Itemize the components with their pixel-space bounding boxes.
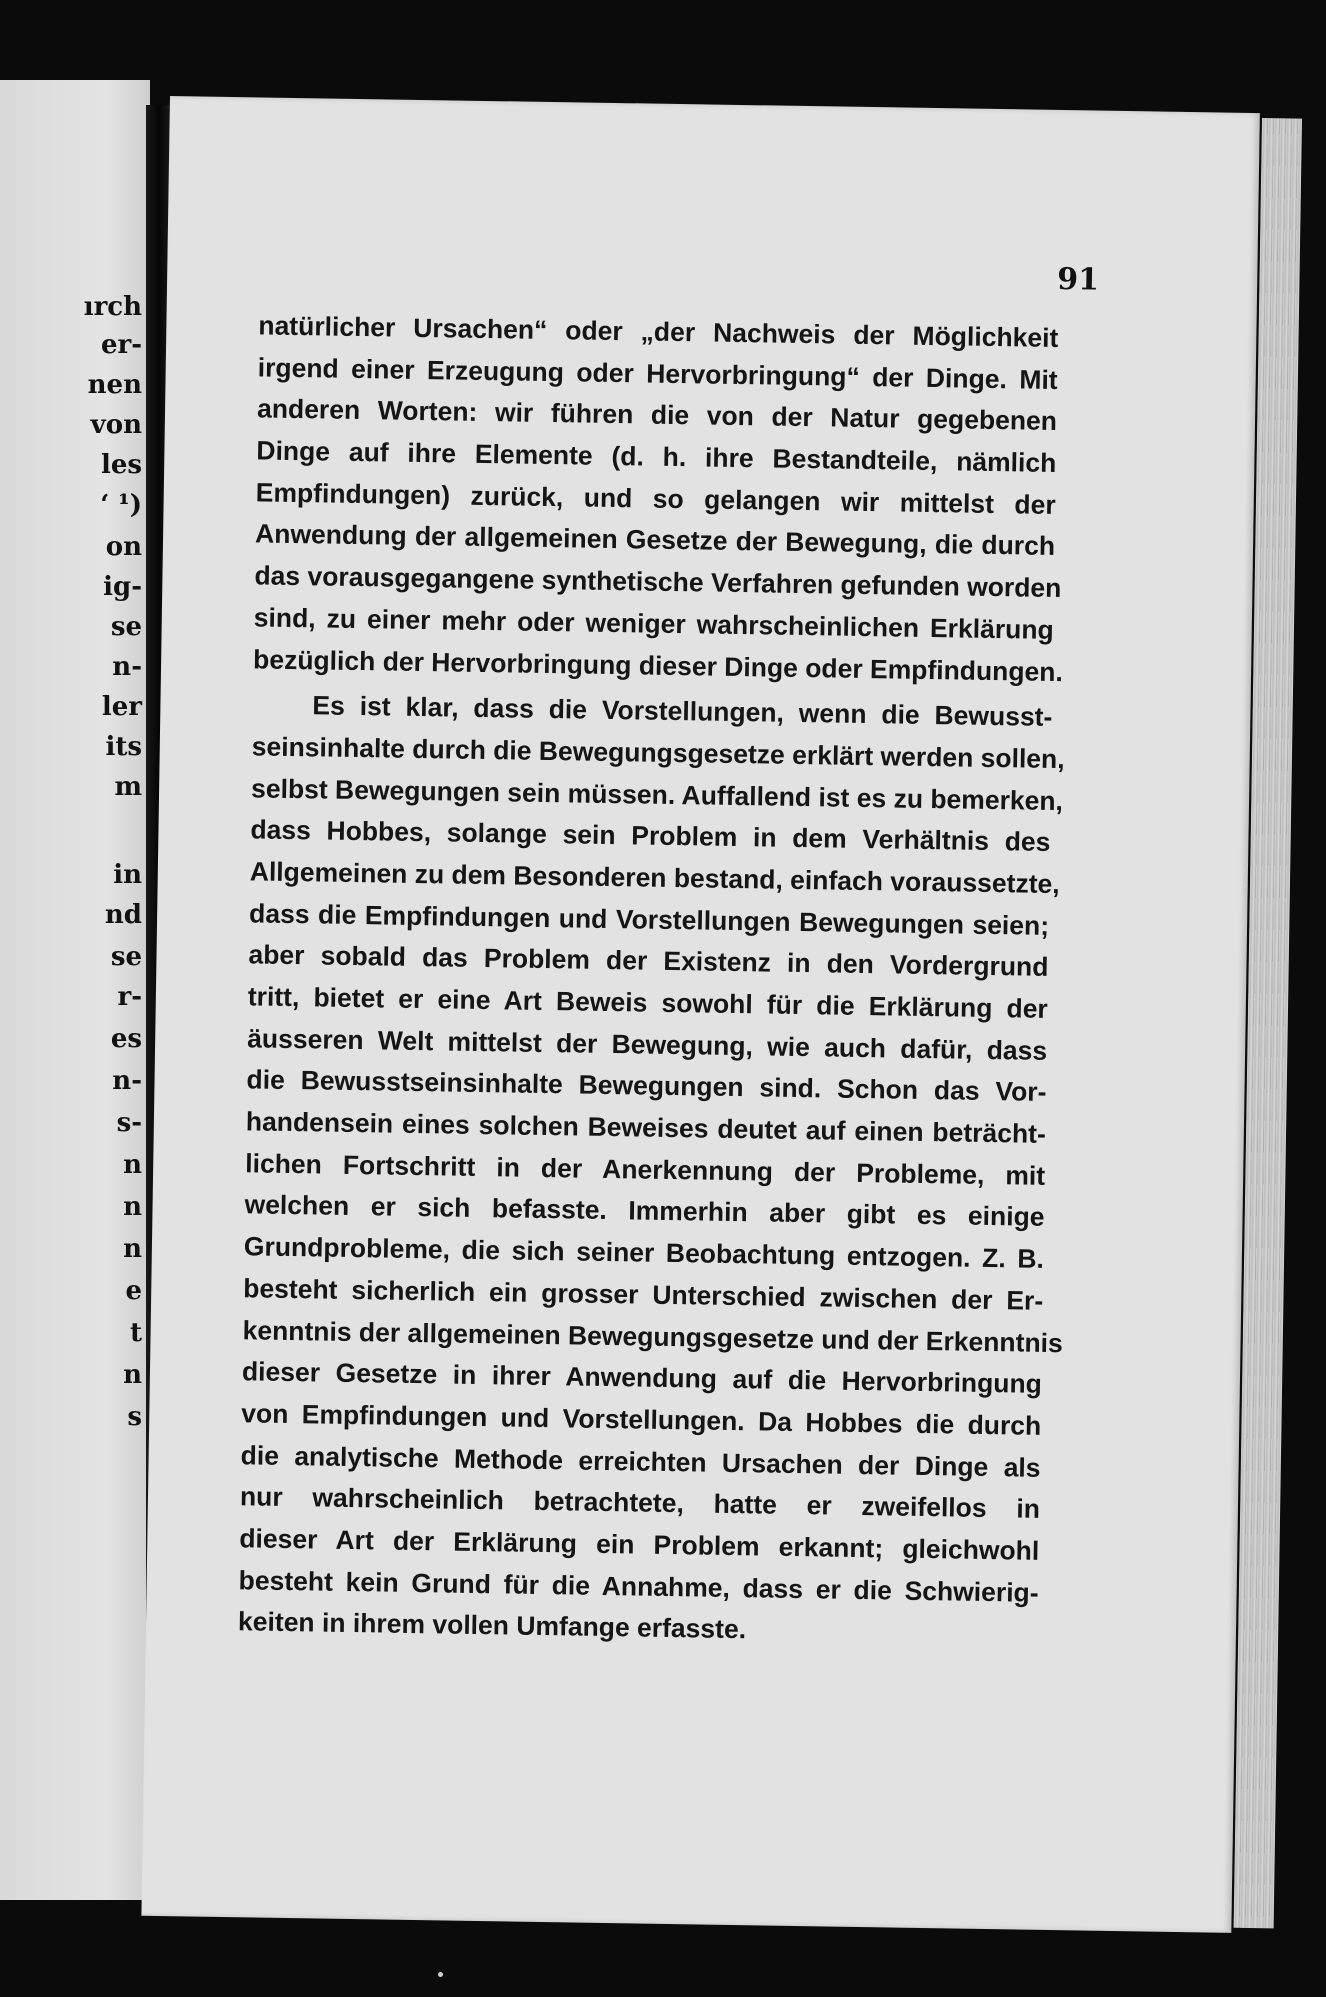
text-line: die analytische Methode erreichten Ursachen der Dinge als (240, 1439, 1041, 1483)
page-number: 91 (1056, 261, 1100, 298)
left-fragment: ig- (103, 572, 142, 602)
text-line: besteht kein Grund für die Annahme, dass er die Schwierig- (238, 1564, 1039, 1608)
text-line: Empfindungen) zurück, und so gelangen wir mittelst der (255, 477, 1056, 520)
left-fragment: n- (112, 652, 142, 682)
text-line: von Empfindungen und Vorstellungen. Da Hobbes die durch (241, 1398, 1042, 1441)
text-line: dieser Gesetze in ihrer Anwendung auf die Hervorbringung (241, 1356, 1043, 1400)
left-fragment: er- (100, 330, 142, 360)
text-line: besteht sicherlich ein grosser Unterschied zwischen der Er- (243, 1273, 1044, 1316)
text-line: keiten in ihrem vollen Umfange erfasste. (237, 1606, 747, 1645)
left-fragment: m (114, 772, 142, 802)
text-line: irgend einer Erzeugung oder Hervorbringung“ der Dinge. Mit (257, 352, 1058, 395)
left-fragment: se (110, 612, 142, 642)
left-fragment: s- (116, 1108, 142, 1138)
text-line: selbst Bewegungen sein müssen. Auffallend ist es zu bemerken, (250, 772, 1064, 816)
left-fragment: se (110, 942, 142, 972)
text-line: die Bewusstseinsinhalte Bewegungen sind. Schon das Vor- (246, 1064, 1047, 1108)
left-fragment: n- (112, 1066, 142, 1096)
left-fragment: r- (117, 982, 142, 1012)
text-line: lichen Fortschritt in der Anerkennung der Probleme, mit (245, 1148, 1046, 1191)
left-fragment: e (125, 1276, 142, 1306)
left-fragment: nen (87, 370, 142, 400)
text-line: tritt, bietet er eine Art Beweis sowohl für die Erklärung der (247, 981, 1049, 1024)
text-line: aber sobald das Problem der Existenz in den Vordergrund (248, 939, 1049, 983)
left-fragment: es (110, 1024, 142, 1054)
text-line: Anwendung der allgemeinen Gesetze der Bewegung, die durch (254, 518, 1056, 562)
left-fragment: nd (104, 900, 142, 930)
scan-speck (438, 1972, 443, 1977)
left-fragment: n (123, 1360, 142, 1390)
left-fragment: t (129, 1318, 142, 1348)
left-fragment: in (113, 860, 142, 890)
left-fragment: its (105, 732, 142, 762)
left-fragment: on (105, 532, 142, 562)
text-line: dieser Art der Erklärung ein Problem erkannt; gleichwohl (239, 1523, 1040, 1566)
left-fragment: ler (101, 692, 142, 722)
text-line: handensein eines solchen Beweises deutet auf einen beträcht- (245, 1106, 1047, 1149)
text-line: seinsinhalte durch die Bewegungsgesetze erklärt werden sollen, (251, 731, 1065, 775)
left-fragment: n (123, 1234, 142, 1264)
left-fragment: von (90, 410, 142, 440)
text-line: Allgemeinen zu dem Besonderen bestand, einfach voraussetzte, (249, 856, 1060, 900)
text-line: Grundprobleme, die sich seiner Beobachtung entzogen. Z. B. (243, 1231, 1045, 1274)
text-line: kenntnis der allgemeinen Bewegungsgesetze und der Erkenntnis (242, 1314, 1063, 1358)
text-line: sind, zu einer mehr oder weniger wahrscheinlichen Erklärung (253, 602, 1054, 645)
text-line: das vorausgegangene synthetische Verfahren gefunden worden (254, 560, 1062, 604)
right-page (141, 96, 1259, 1933)
left-fragment: les (100, 450, 142, 480)
text-line: Es ist klar, dass die Vorstellungen, wenn die Bewusst- (312, 690, 1053, 733)
text-line: dass Hobbes, solange sein Problem in dem Verhältnis des (250, 814, 1051, 858)
text-line: dass die Empfindungen und Vorstellungen Bewegungen seien; (248, 897, 1050, 941)
text-line: welchen er sich befasste. Immerhin aber gibt es einige (244, 1189, 1045, 1233)
left-fragment: n (123, 1150, 142, 1180)
text-line: bezüglich der Hervorbringung dieser Dinge oder Empfindungen. (252, 643, 1064, 687)
body-text (237, 305, 1065, 1655)
left-facing-page (0, 80, 150, 1900)
text-line: nur wahrscheinlich betrachtete, hatte er zweifellos in (239, 1481, 1041, 1525)
text-line: anderen Worten: wir führen die von der Natur gegebenen (256, 393, 1058, 437)
left-fragment: n (123, 1192, 142, 1222)
text-line: Dinge auf ihre Elemente (d. h. ihre Bestandteile, nämlich (256, 435, 1057, 479)
left-fragment: ‘ ¹) (100, 490, 142, 520)
left-fragment: ırch (83, 292, 142, 322)
text-line: natürlicher Ursachen“ oder „der Nachweis der Möglichkeit (258, 310, 1059, 353)
text-line: äusseren Welt mittelst der Bewegung, wie auch dafür, dass (246, 1023, 1048, 1066)
left-fragment: s (127, 1402, 142, 1432)
